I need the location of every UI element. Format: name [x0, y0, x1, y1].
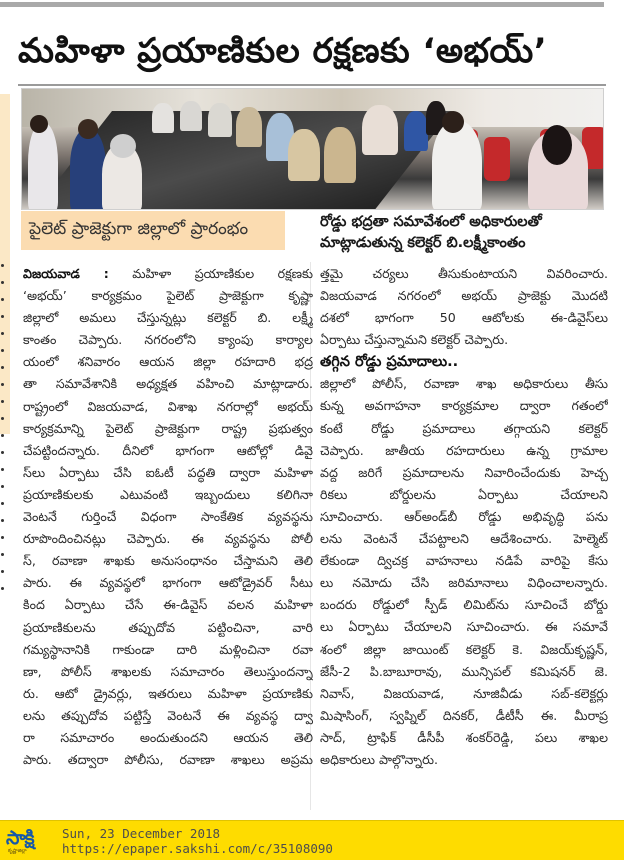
body-line: లను వెంటనే చేపట్టాలని ఆదేశించారు. హెల్మెట్	[320, 531, 608, 547]
kicker-box	[21, 211, 285, 250]
epaper-footer	[0, 820, 624, 860]
body-line: రా సమాచారం అందుతుందని ఆయన తెలి	[23, 729, 313, 745]
subheading: తగ్గిన రోడ్డు ప్రమాదాలు..	[320, 354, 459, 371]
body-line: త్తమై చర్యలు తీసుకుంటాయని వివరించారు.	[320, 266, 608, 281]
body-line: సాద్, ట్రాఫిక్ డీసీపీ శంకర్‌రెడ్డి, పలు శాఖల	[320, 729, 608, 745]
body-line: పారు. తద్వారా పోలీసు, రవాణా శాఖలు అప్రమ	[23, 752, 313, 768]
body-line: లు నమోదు చేసి జరిమానాలు విధించాలన్నారు.	[320, 575, 608, 591]
article-body-right	[320, 263, 608, 771]
footer-meta	[62, 826, 333, 856]
body-line: సూచించారు. ఆర్అండ్‌బీ రోడ్డు అభివృద్ధి పను	[320, 508, 608, 524]
body-line: అధికారులు పాల్గొన్నారు.	[320, 751, 438, 767]
body-line: జిల్లాలో అమలు చేస్తున్నట్లు కలెక్టర్ బి. లక్ష్మీ	[23, 310, 313, 326]
body-line: ప్రయాణికులను తప్పుదోవ పట్టించినా, వారి	[23, 619, 313, 635]
body-line: రూపొందించినట్లు చెప్పారు. ఈ వ్యవస్థను పోలీ	[23, 531, 313, 547]
sakshi-logo	[6, 823, 58, 859]
body-line: వెంటనే గుర్తించే విధంగా సాంకేతిక వ్యవస్థను	[23, 509, 313, 525]
photo-caption-line-1: రోడ్డు భద్రతా సమావేశంలో అధికారులతో	[320, 214, 542, 230]
body-line: కున్న అవగాహనా కార్యక్రమాల ద్వారా గతంలో	[320, 398, 608, 414]
sakshi-logo-text: సాక్షి	[6, 826, 34, 849]
body-line: లను తప్పుదోవ పట్టిస్తే వెంటనే ఈ వ్యవస్థ ద్వా	[23, 707, 313, 723]
body-line: జేసీ-2 పి.బాబూరావు, మున్సిపల్ కమిషనర్ జె.	[320, 663, 608, 679]
body-line: ణా, పోలీస్ శాఖలకు సమాచారం తెలుస్తుందన్నా	[23, 663, 313, 679]
body-line: యంలో శనివారం ఆయన జిల్లా రహదారి భద్ర	[23, 354, 313, 370]
edition-label: కృష్ణాజిల్లా	[8, 847, 27, 854]
body-line: రు. ఆటో డ్రైవర్లు, ఇతరులు మహిళా ప్రయాణికు	[23, 685, 313, 701]
body-line: విజయవాడ : మహిళా ప్రయాణికుల రక్షణకు	[23, 266, 313, 281]
epaper-url[interactable]: https://epaper.sakshi.com/c/35108090	[62, 840, 333, 856]
kicker-text: పైలెట్ ప్రాజెక్టుగా జిల్లాలో ప్రారంభం	[29, 218, 249, 239]
body-line: కింద ఏర్పాటు చేసే ఈ-డివైస్ వలన మహిళా	[23, 597, 313, 613]
body-line: కాంతం చెప్పారు. నగరంలోని క్యాంపు కార్యాల	[23, 332, 313, 348]
body-line: కార్యక్రమాన్ని పైలెట్ ప్రాజెక్టుగా రాష్ట్ర ప్రభుత్వం	[23, 420, 313, 436]
photo-caption-line-2: మాట్లాడుతున్న కలెక్టర్ బి.లక్ష్మీకాంతం	[320, 235, 526, 251]
article-body-left	[23, 263, 313, 771]
body-line: గమ్యస్థానానికి గాకుండా దారి మళ్లించినా రవా	[23, 641, 313, 657]
body-line: ‘అభయ్’ కార్యక్రమం పైలెట్ ప్రాజెక్టుగా కృష్ణా	[23, 288, 313, 304]
body-line: జిల్లాలో పోలీస్, రవాణా శాఖ అధికారులు తీసు	[320, 376, 608, 392]
headline-rule	[18, 84, 606, 86]
body-line: రికలు బోర్డులను ఏర్పాటు చేయాలని	[320, 486, 608, 502]
headline: మహిళా ప్రయాణికుల రక్షణకు ‘అభయ్’	[18, 31, 548, 71]
body-line: విజయవాడ నగరంలో అభయ్ ప్రాజెక్టు మొదటి	[320, 288, 608, 304]
body-line: లు ఏర్పాటు చేయాలని సూచించారు. ఈ సమావే	[320, 619, 608, 635]
body-line: తా సమావేశానికి అధ్యక్షత వహించి మాట్లాడారు.	[23, 376, 313, 392]
body-line: ప్రయాణికులకు ఎటువంటి ఇబ్బందులు కలిగినా	[23, 486, 313, 502]
body-line: చెప్పారు. జాతీయ రహదారులు ఉన్న గ్రామాల	[320, 442, 608, 458]
body-line: కంటే రోడ్డు ప్రమాదాలు తగ్గాయని కలెక్టర్	[320, 420, 608, 436]
body-line: పారు. ఈ వ్యవస్థలో భాగంగా ఆటోడ్రైవర్ సీటు	[23, 575, 313, 591]
body-line: చేపట్టిందన్నారు. దీనిలో భాగంగా ఆటోల్లో డివై	[23, 442, 313, 458]
body-line: బందరు రోడ్డులో స్పీడ్ లిమిట్‌ను సూచించే బోర్డు	[320, 597, 608, 613]
top-rule	[0, 2, 604, 7]
body-line: వద్ద జరిగే ప్రమాదాలను నివారించేందుకు హెచ్చ	[320, 464, 608, 480]
body-line: మిషాసింగ్, స్వప్నిల్ దినకర్, డీటీసీ ఈ. మీరాప్ర	[320, 707, 608, 723]
body-line: లేకుండా ద్విచక్ర వాహనాలు నడిపే వారిపై కేసు	[320, 553, 608, 569]
body-line: నివాస్, విజయవాడ, నూజివీడు సబ్-కలెక్టర్లు	[320, 685, 608, 701]
body-line: ఏర్పాటు చేస్తున్నామని కలెక్టర్ చెప్పారు.	[320, 332, 509, 348]
photo-caption	[320, 212, 610, 254]
body-line: రాష్ట్రంలో విజయవాడ, విశాఖ నగరాల్లో అభయ్	[23, 398, 313, 414]
body-line: స్, రవాణా శాఖకు అనుసంధానం చేస్తామని తెలి	[23, 553, 313, 569]
body-line: దశలో భాగంగా 50 ఆటోలకు ఈ-డివైస్‌లు	[320, 310, 608, 326]
dateline: విజయవాడ :	[23, 266, 109, 281]
body-line: శంలో జిల్లా జాయింట్ కలెక్టర్ కె. విజయ్‌కృష్ణన్,	[320, 641, 608, 657]
body-line: స్‌లు ఏర్పాటు చేసి ఐఓటీ పద్ధతి ద్వారా మహిళా	[23, 464, 313, 480]
meeting-photo	[21, 88, 604, 210]
adjacent-article-text-edge	[1, 264, 7, 590]
publication-date: Sun, 23 December 2018	[62, 825, 221, 841]
